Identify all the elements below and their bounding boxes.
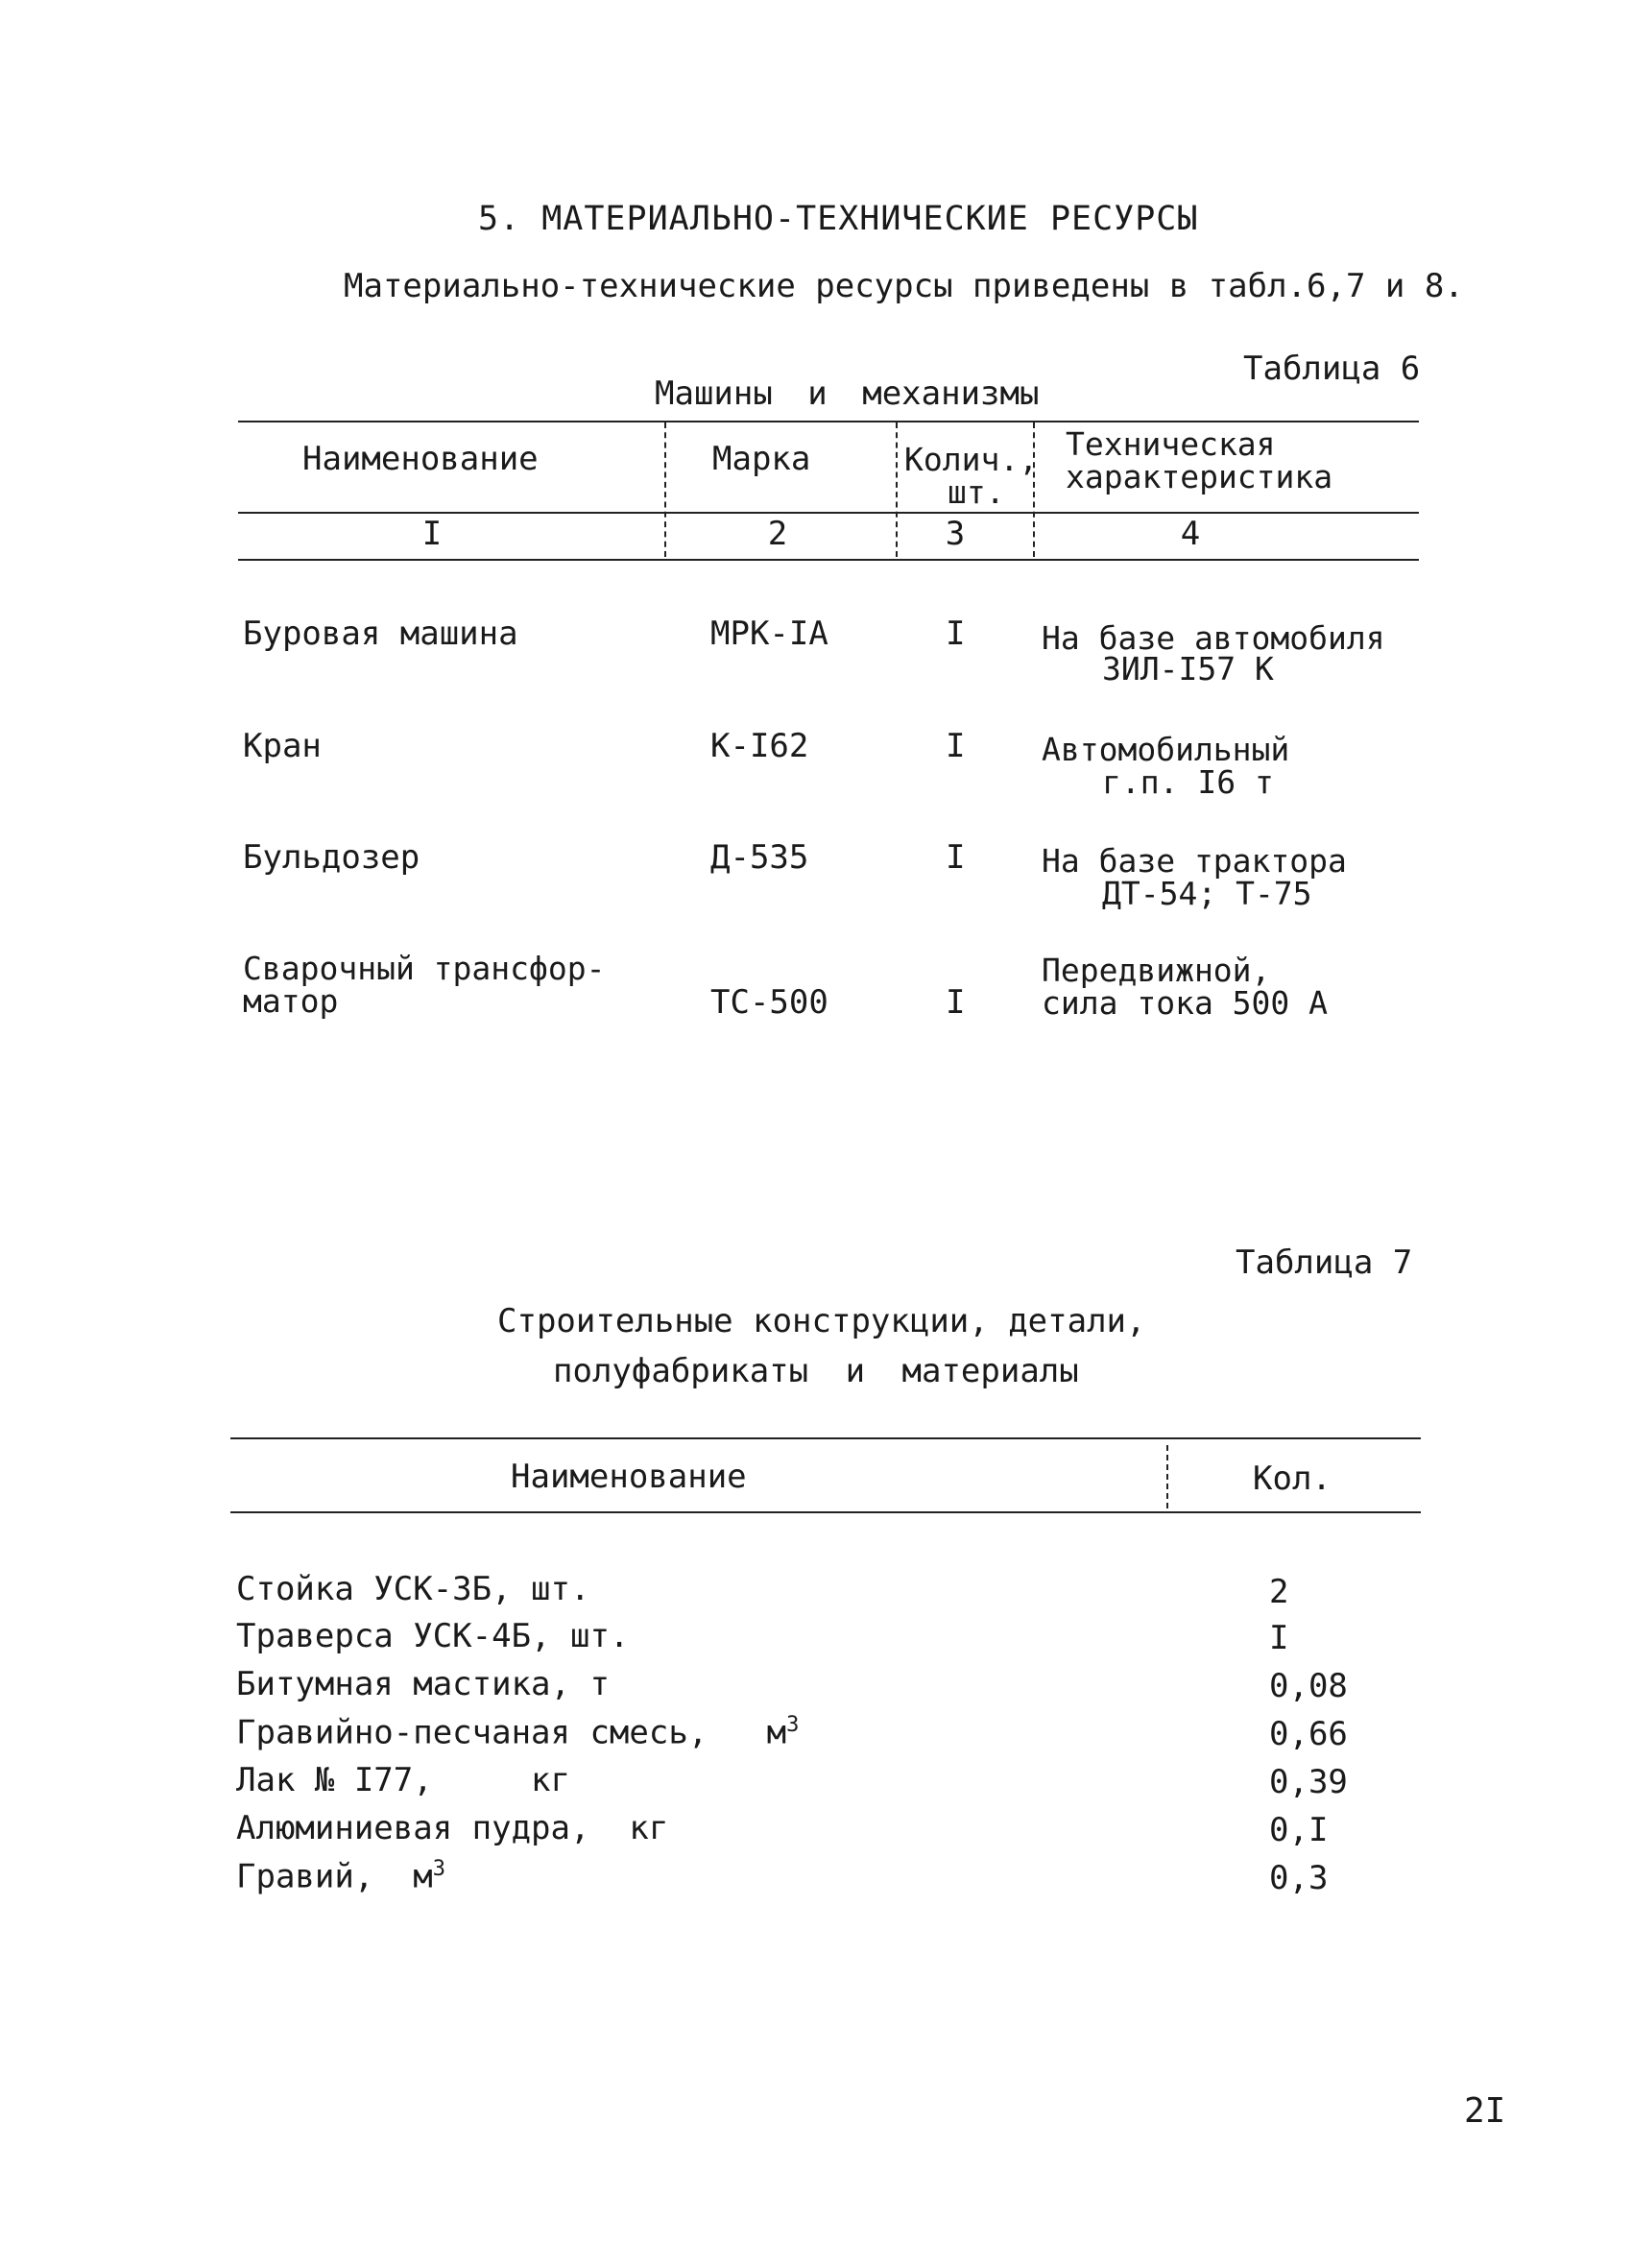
table6-row-name: Кран [243,727,322,765]
table6-row-spec2: сила тока 500 А [1042,984,1329,1022]
table6-row-spec1: Автомобильный [1042,731,1290,768]
table6-header-name: Наименование [302,440,539,478]
table6-header-qty-line2: шт. [948,473,1005,511]
table6-col-sep-2 [896,422,898,557]
table7-row-name: Траверса УСК-4Б, шт. [236,1617,630,1655]
table7-header-rule [230,1511,1421,1513]
table7-row-qty: 0,I [1269,1811,1329,1849]
table7-row-qty: 0,39 [1269,1763,1348,1801]
table6-row-qty: I [946,615,966,653]
table7-row-name: Битумная мастика, т [236,1665,610,1703]
table6-header-qty-line1: Колич., [904,441,1039,478]
table7-row-qty: 0,66 [1269,1715,1348,1753]
table6-caption: Машины и механизмы [655,374,1040,413]
table7-row-name [236,1857,445,1895]
table6-row-brand: Д-535 [710,838,809,877]
table6-colnum-2: 2 [767,515,788,553]
table6-header-spec-line2: характеристика [1066,458,1333,495]
table6-row-name: Бульдозер [243,838,420,877]
table7-row-name [236,1713,799,1751]
table6-row-spec2: ДТ-54; Т-75 [1102,875,1312,912]
table6-row-brand: МРК-IА [710,615,828,653]
table7-row-name-text: Гравийно-песчаная смесь, м [236,1713,787,1752]
section-title: 5. МАТЕРИАЛЬНО-ТЕХНИЧЕСКИЕ РЕСУРСЫ [478,200,1199,238]
table7-row-name: Лак № I77, кг [236,1761,570,1799]
page-number: 2I [1464,2091,1506,2131]
table7-row-name-text: Гравий, м [236,1857,433,1896]
table6-header-spec-line1: Техническая [1066,425,1276,463]
table6-label: Таблица 6 [1243,350,1421,388]
table7-row-name: Алюминиевая пудра, кг [236,1809,669,1847]
table6-row-brand: К-I62 [710,727,809,765]
table6-row-name2: матор [243,982,339,1020]
table7-row-name: Стойка УСК-3Б, шт. [236,1570,590,1608]
table6-col-sep-1 [664,422,666,557]
table7-col-sep [1166,1445,1168,1508]
table7-top-rule [230,1437,1421,1439]
table7-row-qty: 2 [1269,1573,1289,1611]
table6-row-name: Буровая машина [243,615,518,653]
table6-row-spec1: Передвижной, [1042,952,1271,989]
table6-colnum-1: I [421,515,443,553]
table6-row-spec2: г.п. I6 т [1102,763,1274,801]
table6-row-qty: I [946,983,966,1022]
table7-caption-line1: Строительные конструкции, детали, [497,1302,1146,1340]
section-intro: Материально-технические ресурсы приведены в табл.6,7 и 8. [344,267,1464,305]
table7-label: Таблица 7 [1236,1243,1413,1282]
table7-header-qty: Кол. [1253,1460,1332,1498]
table7-row-qty: 0,08 [1269,1667,1348,1705]
table7-row-qty: I [1269,1619,1289,1657]
table6-header-rule [238,512,1419,514]
table7-row-unit-sup: 3 [432,1857,445,1881]
table6-row-spec1: На базе трактора [1042,842,1347,880]
table6-row-qty: I [946,727,966,765]
table7-caption-line2: полуфабрикаты и материалы [553,1352,1079,1390]
table6-number-rule [238,559,1419,561]
table6-top-rule [238,421,1419,422]
table7-header-name: Наименование [511,1458,747,1496]
table7-row-unit-sup: 3 [786,1713,800,1737]
table6-colnum-4: 4 [1180,515,1201,553]
table6-row-spec2: ЗИЛ-I57 К [1102,650,1274,688]
table6-row-qty: I [946,838,966,877]
table6-colnum-3: 3 [945,515,966,553]
table6-header-brand: Марка [712,440,811,478]
table6-row-name: Сварочный трансфор- [243,950,606,987]
table7-row-qty: 0,3 [1269,1859,1329,1897]
table6-row-spec1: На базе автомобиля [1042,619,1385,657]
table6-row-brand: ТС-500 [710,983,828,1022]
